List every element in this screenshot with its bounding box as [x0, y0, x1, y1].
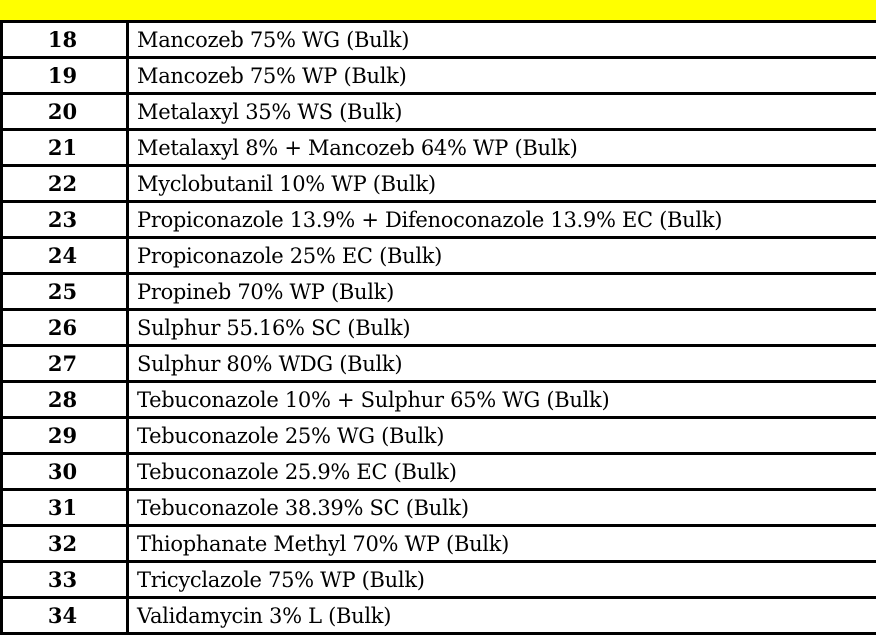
table-row: [2, 274, 876, 310]
product-name: Sulphur 55.16% SC (Bulk): [128, 310, 876, 346]
row-number: 18: [2, 22, 128, 58]
table-row: [2, 238, 876, 274]
table-row: [2, 562, 876, 598]
product-name: Propineb 70% WP (Bulk): [128, 274, 876, 310]
product-name: Metalaxyl 35% WS (Bulk): [128, 94, 876, 130]
product-name: Propiconazole 13.9% + Difenoconazole 13.9% EC (Bulk): [128, 202, 876, 238]
row-number: 30: [2, 454, 128, 490]
product-name: Metalaxyl 8% + Mancozeb 64% WP (Bulk): [128, 130, 876, 166]
product-name: Tebuconazole 38.39% SC (Bulk): [128, 490, 876, 526]
table-row: [2, 58, 876, 94]
product-name: Validamycin 3% L (Bulk): [128, 598, 876, 634]
product-name: Tebuconazole 25% WG (Bulk): [128, 418, 876, 454]
product-name: Mancozeb 75% WG (Bulk): [128, 22, 876, 58]
table-row: [2, 166, 876, 202]
table-row: [2, 202, 876, 238]
row-number: 21: [2, 130, 128, 166]
product-name: Sulphur 80% WDG (Bulk): [128, 346, 876, 382]
product-name: Myclobutanil 10% WP (Bulk): [128, 166, 876, 202]
product-name: Propiconazole 25% EC (Bulk): [128, 238, 876, 274]
row-number: 19: [2, 58, 128, 94]
product-table: [0, 20, 876, 635]
table-row: [2, 418, 876, 454]
table-row: [2, 22, 876, 58]
product-name: Mancozeb 75% WP (Bulk): [128, 58, 876, 94]
row-number: 25: [2, 274, 128, 310]
table-row: [2, 598, 876, 634]
row-number: 22: [2, 166, 128, 202]
table-row: [2, 526, 876, 562]
product-name: Tebuconazole 25.9% EC (Bulk): [128, 454, 876, 490]
row-number: 24: [2, 238, 128, 274]
product-name: Thiophanate Methyl 70% WP (Bulk): [128, 526, 876, 562]
table-row: [2, 490, 876, 526]
row-number: 33: [2, 562, 128, 598]
row-number: 23: [2, 202, 128, 238]
product-name: Tebuconazole 10% + Sulphur 65% WG (Bulk): [128, 382, 876, 418]
table-row: [2, 346, 876, 382]
product-name: Tricyclazole 75% WP (Bulk): [128, 562, 876, 598]
row-number: 34: [2, 598, 128, 634]
table-row: [2, 454, 876, 490]
table-row: [2, 310, 876, 346]
table-row: [2, 130, 876, 166]
row-number: 20: [2, 94, 128, 130]
table-row: [2, 382, 876, 418]
row-number: 28: [2, 382, 128, 418]
row-number: 32: [2, 526, 128, 562]
table-row: [2, 94, 876, 130]
row-number: 26: [2, 310, 128, 346]
row-number: 29: [2, 418, 128, 454]
product-table-body: [2, 22, 876, 634]
row-number: 31: [2, 490, 128, 526]
row-number: 27: [2, 346, 128, 382]
